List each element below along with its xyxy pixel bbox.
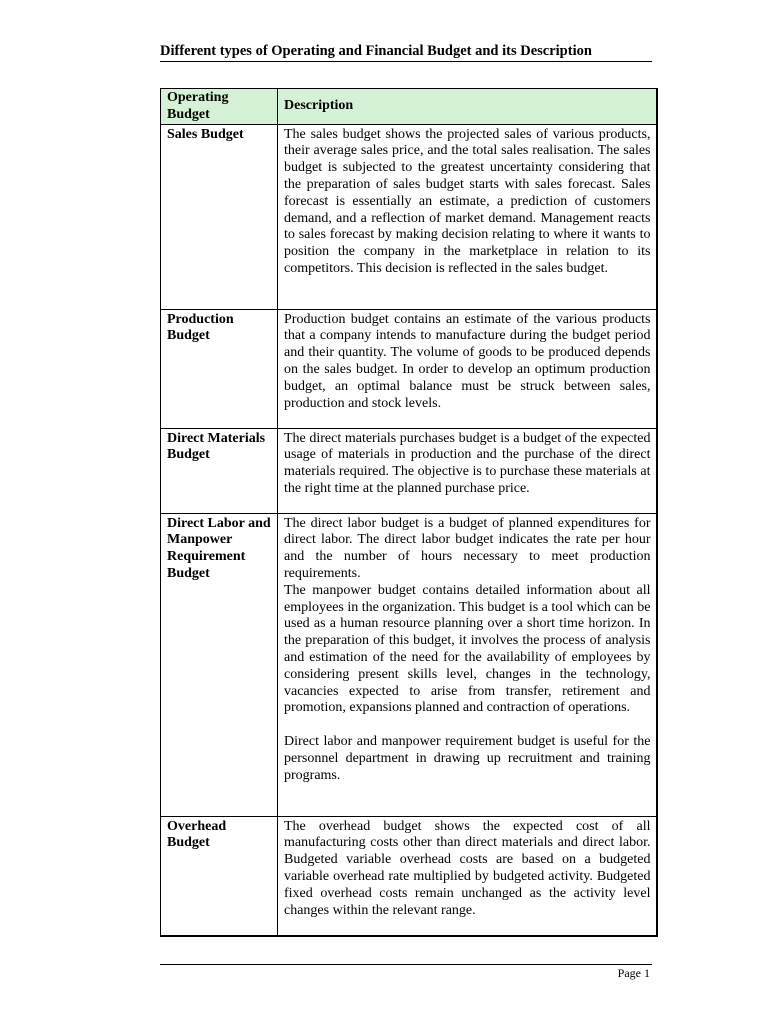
description-paragraph: Production budget contains an estimate of the various products that a company intends to manufacture during the budget period and their quantity. The volume of goods to be produced depends on the sales budget. In order to develop an optimum production budget, an optimal balance must be struck between sales, production and stock levels. [284, 311, 651, 411]
budget-description-cell [278, 428, 657, 513]
budget-name-cell: Direct Materials Budget [161, 428, 278, 513]
document-title: Different types of Operating and Financial Budget and its Description [160, 43, 592, 59]
description-paragraph: The sales budget shows the projected sales of various products, their average sales price, and the total sales realisation. The sales budget is subjected to the greatest uncertainty considering that the preparation of sales budget starts with sales forecast. Sales forecast is essentially an estimate, a prediction of customers demand, and a reflection of market demand. Management reacts to sales forecast by making decision relating to where it wants to position the company in the marketplace in relation to its competitors. This decision is reflected in the sales budget. [284, 126, 651, 276]
page-number: Page 1 [617, 966, 650, 980]
description-paragraph: Direct labor and manpower requirement budget is useful for the personnel department in drawing up recruitment and training programs. [284, 733, 651, 783]
table-header-row [161, 89, 657, 125]
budget-table [160, 88, 658, 937]
budget-description-cell [278, 309, 657, 428]
table-row [161, 816, 657, 936]
description-paragraph: The direct materials purchases budget is a budget of the expected usage of materials in production and the purchase of the direct materials required. The objective is to purchase these materials at the right time at the planned purchase price. [284, 430, 651, 496]
header-rule [160, 61, 652, 62]
table-row [161, 513, 657, 816]
budget-description-cell [278, 124, 657, 309]
description-paragraph: The manpower budget contains detailed information about all employees in the organization. This budget is a tool which can be used as a human resource planning over a short time horizon. In the preparation of this budget, it involves the process of analysis and estimation of the need for the availability of employees by considering present skills level, changes in the technology, vacancies expected to arise from transfer, retirement and promotion, expansions planned and contraction of operations. [284, 582, 651, 716]
budget-description-cell [278, 513, 657, 816]
table-row [161, 428, 657, 513]
budget-name-cell: Production Budget [161, 309, 278, 428]
table-row [161, 309, 657, 428]
description-paragraph: The direct labor budget is a budget of planned expenditures for direct labor. The direct labor budget indicates the rate per hour and the number of hours necessary to meet production requirements. [284, 515, 651, 581]
budget-description-cell [278, 816, 657, 936]
column-header-description: Description [278, 89, 657, 125]
footer-rule [160, 964, 652, 965]
budget-name-cell: Overhead Budget [161, 816, 278, 936]
column-header-operating-budget: Operating Budget [161, 89, 278, 125]
budget-name-cell: Direct Labor and Manpower Requirement Budget [161, 513, 278, 816]
table-row [161, 124, 657, 309]
budget-name-cell: Sales Budget [161, 124, 278, 309]
description-paragraph: The overhead budget shows the expected cost of all manufacturing costs other than direct materials and direct labor. Budgeted variable overhead costs are based on a budgeted variable overhead rate multiplied by budgeted activity. Budgeted fixed overhead costs remain unchanged as the activity level changes within the relevant range. [284, 818, 651, 918]
